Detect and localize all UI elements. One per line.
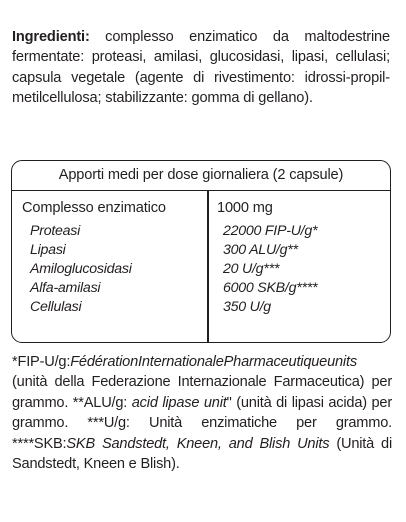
- ingredients-label: Ingredienti:: [12, 29, 90, 45]
- enzyme-name: Proteasi: [30, 223, 81, 239]
- footnote-part: (unità della Federazione Internazionale Farmaceutica) per grammo. **ALU/g:: [12, 374, 392, 411]
- enzyme-name: Alfa-amilasi: [30, 280, 101, 296]
- enzyme-value: 350 U/g: [223, 299, 271, 315]
- footnote-part: SKB Sandstedt, Kneen, and Blish Units: [66, 435, 330, 452]
- enzyme-name: Amiloglucosidasi: [30, 261, 132, 277]
- main-row-value: 1000 mg: [217, 200, 273, 216]
- footnote-paragraph: [12, 352, 392, 474]
- ingredients-paragraph: [12, 27, 390, 109]
- main-row-name: Complesso enzimatico: [22, 200, 166, 216]
- footnote-part: " (unità di lipasi acida) per grammo. ***U/g: Unità enzimatiche per grammo. ****SKB:: [12, 394, 392, 452]
- table-header: Apporti medi per dose giornaliera (2 capsule): [12, 161, 390, 191]
- enzyme-value: 300 ALU/g**: [223, 242, 298, 258]
- table-body: [12, 191, 390, 343]
- enzyme-value: 20 U/g***: [223, 261, 280, 277]
- enzyme-name: Lipasi: [30, 242, 66, 258]
- table-column-names: [22, 198, 202, 317]
- footnote-part: FédérationInternationalePharmaceutiqueunits: [70, 354, 357, 370]
- enzyme-name: Cellulasi: [30, 299, 82, 315]
- footnote-part: *FIP-U/g:: [12, 354, 71, 370]
- enzyme-value: 6000 SKB/g****: [223, 280, 318, 296]
- ingredients-text: complesso enzimatico da maltodestrine fermentate: proteasi, amilasi, glucosidasi, lipasi, cellulasi; capsula vegetale (agente di rivestimento: idrossi-propil-metilcellulosa; stabilizzante: gomma di gellano).: [12, 29, 390, 107]
- table-column-values: [217, 198, 382, 317]
- footnote-part: (Unità di Sandstedt, Kneen e Blish).: [12, 435, 392, 473]
- nutrition-table: [11, 160, 391, 343]
- enzyme-value: 22000 FIP-U/g*: [223, 223, 318, 239]
- column-divider: [207, 191, 209, 343]
- footnote-part: acid lipase unit: [131, 394, 227, 411]
